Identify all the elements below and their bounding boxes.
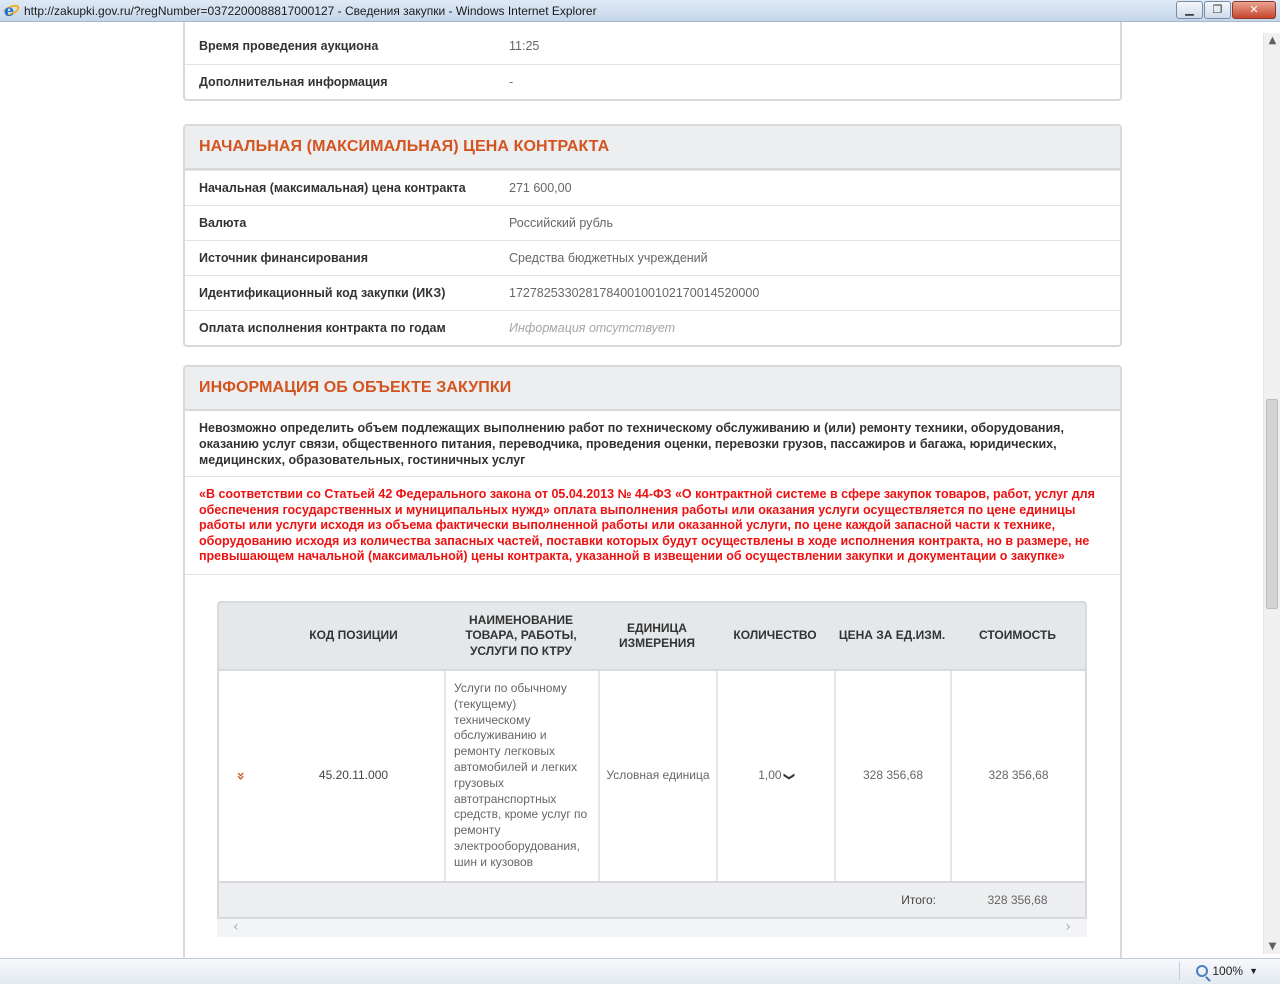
scroll-down-icon[interactable]: ▼	[1268, 941, 1277, 952]
table-total-row	[219, 881, 1085, 917]
row-label: Оплата исполнения контракта по годам	[199, 321, 446, 335]
minimize-icon: ▁	[1185, 3, 1194, 16]
info-row	[185, 205, 1120, 240]
zoom-icon	[1196, 965, 1208, 977]
table-header	[219, 603, 1085, 671]
row-value: Средства бюджетных учреждений	[509, 251, 708, 265]
zoom-level: 100%	[1212, 964, 1244, 978]
row-value: 172782533028178400100102170014520000	[509, 286, 760, 300]
window-controls	[1175, 1, 1276, 19]
legal-notice: «В соответствии со Статьей 42 Федерального закона от 05.04.2013 № 44-ФЗ «О контрактной системе в сфере закупок товаров, работ, услуг для обеспечения государственных и муниципальных нужд» оплата выполнения работы или оказания услуги осуществляется по цене единицы работы или услуги исходя из объема фактически выполненной работы или оказанной услуги, по цене каждой запасной части к технике, оборудованию исходя из количества запасных частей, поставки которых будут осуществлены в ходе исполнения контракта, но в размере, не превышающем начальной (максимальной) цены контракта, указанной в извещении об осуществлении закупки и документации о закупке»	[185, 477, 1120, 575]
chevron-down-icon: ▼	[1249, 966, 1258, 976]
double-chevron-down-icon: »	[232, 771, 249, 781]
row-label: Идентификационный код закупки (ИКЗ)	[199, 286, 446, 300]
close-button[interactable]	[1232, 1, 1276, 19]
window-title: http://zakupki.gov.ru/?regNumber=0372200088817000127 - Сведения закупки - Windows Internet Explorer	[24, 3, 597, 18]
scroll-up-icon[interactable]: ▲	[1268, 35, 1277, 46]
contract-price-card	[183, 124, 1122, 347]
page-vertical-scrollbar[interactable]	[1263, 33, 1280, 954]
info-row	[185, 64, 1120, 99]
row-value: 271 600,00	[509, 181, 572, 195]
restore-button[interactable]	[1204, 1, 1231, 19]
table-horizontal-scrollbar[interactable]	[217, 919, 1087, 937]
header-price: ЦЕНА ЗА ЕД.ИЗМ.	[838, 628, 946, 643]
table-row	[219, 671, 1085, 881]
row-label: Валюта	[199, 216, 247, 230]
card-header	[185, 367, 1120, 411]
page-content	[0, 22, 1263, 958]
info-row	[185, 240, 1120, 275]
position-name: Услуги по обычному (текущему) техническому обслуживанию и ремонту легковых автомобилей и легких грузовых автотранспортных средств, кроме услуг по ремонту электрооборудования, шин и кузовов	[444, 671, 598, 881]
header-cost: СТОИМОСТЬ	[978, 628, 1056, 643]
row-label: Источник финансирования	[199, 251, 369, 265]
total-label: Итого:	[901, 893, 936, 907]
position-price: 328 356,68	[834, 671, 950, 881]
close-icon: ✕	[1249, 3, 1259, 16]
minimize-button[interactable]	[1176, 1, 1203, 19]
total-value: 328 356,68	[987, 893, 1048, 907]
header-unit: ЕДИНИЦА ИЗМЕРЕНИЯ	[618, 620, 696, 650]
procurement-object-card	[183, 365, 1122, 958]
header-name: НАИМЕНОВАНИЕ ТОВАРА, РАБОТЫ, УСЛУГИ ПО КТРУ	[465, 612, 577, 658]
info-row	[185, 22, 1120, 64]
window-titlebar	[0, 0, 1280, 22]
row-label: Начальная (максимальная) цена контракта	[199, 181, 466, 195]
header-expand-spacer	[219, 603, 263, 669]
positions-table-wrap	[217, 601, 1087, 937]
scroll-left-icon[interactable]: ‹	[233, 919, 239, 935]
header-quantity: КОЛИЧЕСТВО	[733, 628, 817, 643]
position-code: 45.20.11.000	[318, 768, 389, 783]
zoom-control[interactable]	[1196, 964, 1258, 978]
card-header	[185, 126, 1120, 170]
status-bar	[0, 958, 1280, 984]
auction-info-card	[183, 22, 1122, 101]
info-row	[185, 275, 1120, 310]
row-value: -	[509, 75, 514, 89]
internet-explorer-icon: e	[3, 3, 19, 19]
position-cost: 328 356,68	[950, 671, 1085, 881]
position-quantity[interactable]	[716, 671, 834, 881]
scrollbar-thumb[interactable]	[1266, 399, 1278, 609]
expand-row-button[interactable]	[219, 671, 263, 881]
positions-table	[217, 601, 1087, 919]
object-description: Невозможно определить объем подлежащих выполнению работ по техническому обслуживанию и (или) ремонту техники, оборудования, оказанию услуг связи, общественного питания, переводчика, проведения оценки, перевозки грузов, пассажиров и багажа, юридических, медицинских, образовательных, гостиничных услуг	[185, 411, 1120, 477]
status-divider	[1179, 962, 1180, 980]
section-title: ИНФОРМАЦИЯ ОБ ОБЪЕКТЕ ЗАКУПКИ	[199, 379, 512, 396]
info-row	[185, 170, 1120, 205]
row-value: 11:25	[509, 39, 540, 53]
info-row	[185, 310, 1120, 345]
row-label: Дополнительная информация	[199, 75, 388, 89]
scroll-right-icon[interactable]: ›	[1065, 919, 1071, 935]
position-unit: Условная единица	[598, 671, 716, 881]
row-label: Время проведения аукциона	[199, 39, 379, 53]
row-value: Российский рубль	[509, 216, 613, 230]
section-title: НАЧАЛЬНАЯ (МАКСИМАЛЬНАЯ) ЦЕНА КОНТРАКТА	[199, 138, 610, 155]
quantity-value: 1,00	[758, 768, 782, 783]
chevron-down-icon: ❯	[782, 771, 796, 781]
restore-icon: ❐	[1212, 3, 1223, 16]
header-code: КОД ПОЗИЦИИ	[309, 628, 398, 643]
row-value: Информация отсутствует	[509, 321, 676, 335]
